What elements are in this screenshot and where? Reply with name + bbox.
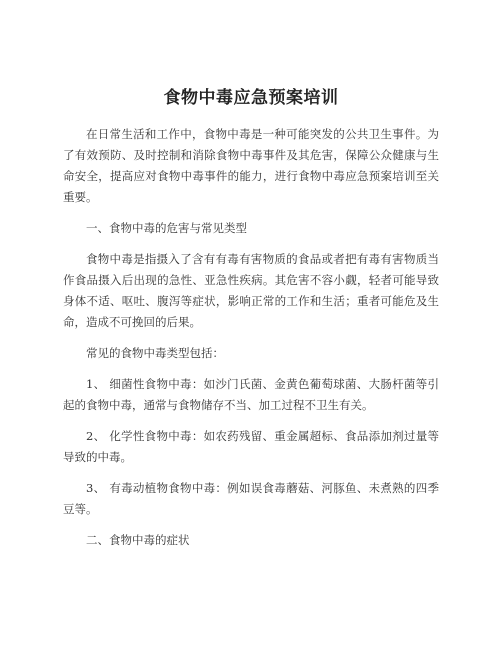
section-heading-hazards: 一、食物中毒的危害与常见类型	[86, 221, 247, 235]
types-intro: 常见的食物中毒类型包括：	[86, 346, 224, 360]
list-item-bacterial: 1、 细菌性食物中毒：如沙门氏菌、金黄色葡萄球菌、大肠杆菌等引起的食物中毒，通常与食物储存不当、加工过程不卫生有关。	[63, 377, 439, 412]
intro-paragraph: 在日常生活和工作中，食物中毒是一种可能突发的公共卫生事件。为了有效预防、及时控制和消除食物中毒事件及其危害，保障公众健康与生命安全，提高应对食物中毒事件的能力，进行食物中毒应急预案培训至关重要。	[63, 127, 439, 204]
list-item-chemical: 2、 化学性食物中毒：如农药残留、重金属超标、食品添加剂过量等导致的中毒。	[63, 429, 439, 464]
hazards-paragraph: 食物中毒是指摄入了含有有毒有害物质的食品或者把有毒有害物质当作食品摄入后出现的急性、亚急性疾病。其危害不容小觑，轻者可能导致身体不适、呕吐、腹泻等症状，影响正常的工作和生活；重者可能危及生命，造成不可挽回的后果。	[63, 252, 439, 329]
section-heading-symptoms: 二、食物中毒的症状	[86, 533, 190, 547]
document-title: 食物中毒应急预案培训	[163, 88, 339, 108]
list-item-toxic-plants-animals: 3、 有毒动植物食物中毒：例如误食毒蘑菇、河豚鱼、未煮熟的四季豆等。	[63, 481, 439, 516]
